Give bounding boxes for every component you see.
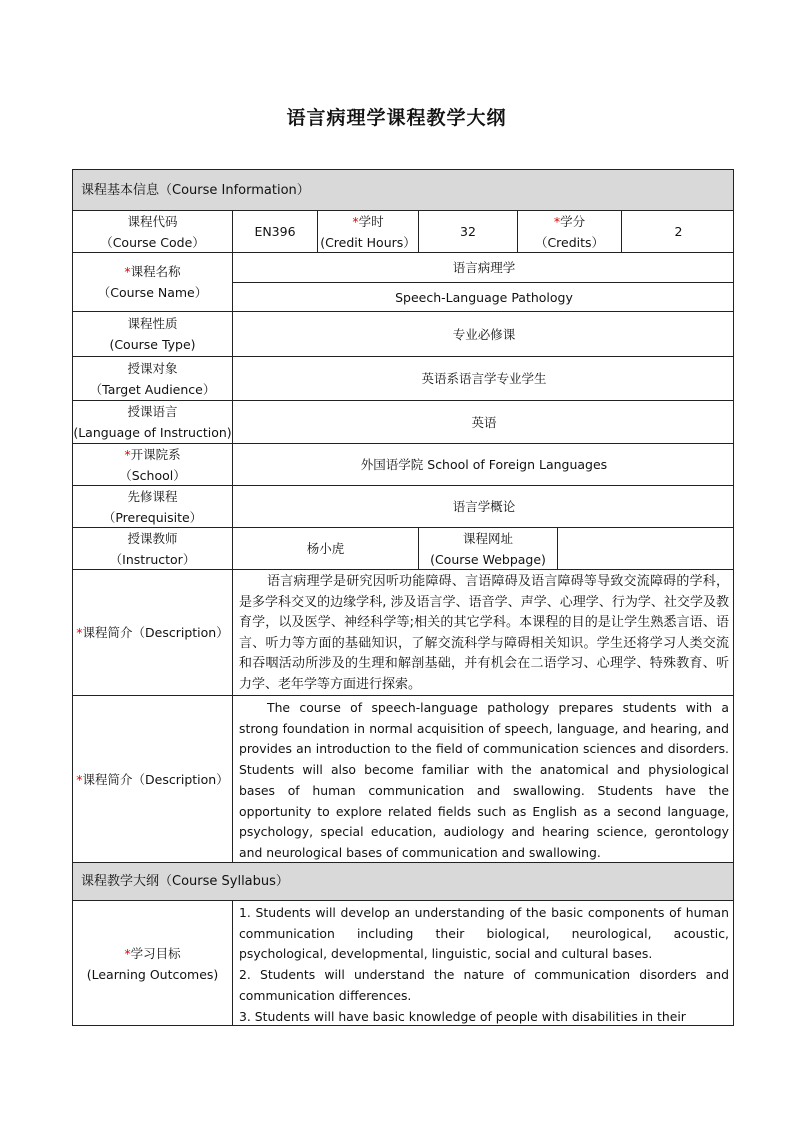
school-value: 外国语学院 School of Foreign Languages — [360, 457, 608, 472]
syllabus-table — [72, 169, 734, 1026]
credits-label-cell — [518, 211, 622, 253]
required-mark: * — [124, 264, 131, 279]
course-name-label-en: （Course Name） — [97, 285, 208, 300]
course-code-label-en: （Course Code） — [100, 234, 205, 250]
language-value: 英语 — [471, 414, 497, 430]
page-title: 语言病理学课程教学大纲 — [286, 107, 507, 129]
description-en-text: The course of speech-language pathology prepares students with a strong foundation in normal acquisition of speech, language, and hearing, and provides an introduction to the field of communication sciences and disorders. Students will also become familiar with the anatomical and physiological bases of human communication and swallowing. Students have the opportunity to explore related fields such as English as a second language, psychology, special education, audiology and hearing science, gerontology and neurological bases of communication and swallowing. — [239, 700, 729, 860]
credits-value-cell — [622, 211, 734, 253]
webpage-label-en: (Course Webpage) — [430, 551, 546, 567]
course-name-en: Speech-Language Pathology — [395, 289, 573, 305]
credits-label-en: （Credits） — [534, 234, 605, 250]
required-mark: * — [553, 213, 561, 229]
course-name-en-cell — [233, 283, 734, 312]
credits-label-zh: 学分 — [560, 213, 586, 229]
section-course-syllabus-label: 课程教学大纲（Course Syllabus） — [81, 874, 289, 889]
learning-outcome-item: 3. Students will have basic knowledge of people with disabilities in their — [239, 1008, 686, 1024]
target-audience-label-zh: 授课对象 — [127, 360, 178, 376]
description-zh-text-cell — [233, 570, 734, 696]
school-value-cell — [233, 444, 734, 486]
prerequisite-value: 语言学概论 — [452, 499, 516, 514]
description-zh-label-cell — [73, 570, 233, 696]
description-en-label-cell — [73, 696, 233, 863]
credit-hours-value: 32 — [460, 224, 476, 239]
section-course-information — [73, 170, 734, 211]
language-label-en: (Language of Instruction) — [73, 425, 232, 440]
course-type-label-en: (Course Type) — [109, 337, 196, 352]
course-code-value: EN396 — [254, 224, 296, 239]
prerequisite-label-cell — [73, 486, 233, 528]
prerequisite-label-zh: 先修课程 — [127, 488, 178, 504]
credit-hours-value-cell — [419, 211, 518, 253]
language-label-zh: 授课语言 — [127, 404, 178, 419]
description-en-text-cell — [233, 696, 734, 863]
target-audience-value: 英语系语言学专业学生 — [421, 371, 547, 386]
credit-hours-label-en: (Credit Hours） — [320, 234, 416, 250]
section-course-information-label: 课程基本信息（Course Information） — [81, 182, 310, 198]
instructor-label-en: （Instructor） — [109, 551, 196, 567]
school-label-en: （School） — [119, 467, 186, 483]
required-mark: * — [76, 771, 83, 787]
learning-outcome-item: 2. Students will understand the nature of communication disorders and communication differences. — [239, 967, 729, 1003]
learning-outcomes-text-cell — [233, 901, 734, 1026]
target-audience-label-cell — [73, 357, 233, 401]
prerequisite-label-en: （Prerequisite） — [102, 509, 203, 525]
course-name-label-cell — [73, 253, 233, 312]
course-code-label-zh: 课程代码 — [127, 213, 178, 229]
course-code-value-cell — [233, 211, 318, 253]
school-label-cell — [73, 444, 233, 486]
prerequisite-value-cell — [233, 486, 734, 528]
learning-outcome-item: 1. Students will develop an understanding of the basic components of human communication including their biological, neurological, acoustic, psychological, developmental, linguistic, social and cultural bases. — [239, 905, 729, 962]
course-type-label-zh: 课程性质 — [127, 316, 178, 331]
required-mark: * — [124, 446, 131, 462]
course-name-zh-cell — [233, 253, 734, 283]
instructor-label-zh: 授课教师 — [127, 530, 178, 546]
credits-value: 2 — [674, 224, 683, 239]
learning-outcomes-label-en: (Learning Outcomes) — [86, 967, 219, 982]
instructor-value: 杨小虎 — [306, 541, 345, 556]
target-audience-value-cell — [233, 357, 734, 401]
webpage-label-zh: 课程网址 — [462, 530, 513, 546]
course-type-value: 专业必修课 — [452, 326, 516, 342]
required-mark: * — [124, 946, 131, 961]
required-mark: * — [76, 625, 83, 640]
language-label-cell — [73, 401, 233, 444]
course-code-label-cell — [73, 211, 233, 253]
description-en-label: 课程简介（Description） — [82, 771, 229, 787]
course-name-label-zh: 课程名称 — [130, 264, 181, 279]
section-course-syllabus — [73, 863, 734, 901]
description-zh-text: 语言病理学是研究因听功能障碍、言语障碍及语言障碍等导致交流障碍的学科，是多学科交叉的边缘学科, 涉及语言学、语音学、声学、心理学、行为学、社交学及教育学，以及医学、神经科学等;相关的其它学科。本课程的目的是让学生熟悉言语、语言、听力等方面的基础知识，了解交流科学与障碍相关知识。学生还将学习人类交流和吞咽活动所涉及的生理和解剖基础，并有机会在二语学习、心理学、特殊教育、听力学、老年学等方面进行探索。 — [239, 574, 729, 692]
school-label-zh: 开课院系 — [130, 446, 181, 462]
course-type-label-cell — [73, 312, 233, 357]
webpage-value-cell — [558, 528, 734, 570]
credit-hours-label-zh: 学时 — [358, 213, 384, 229]
target-audience-label-en: （Target Audience） — [89, 381, 216, 397]
credit-hours-label-cell — [318, 211, 419, 253]
learning-outcomes-label-cell — [73, 901, 233, 1026]
instructor-label-cell — [73, 528, 233, 570]
course-name-zh: 语言病理学 — [452, 260, 516, 275]
webpage-label-cell — [419, 528, 558, 570]
course-type-value-cell — [233, 312, 734, 357]
learning-outcomes-label-zh: 学习目标 — [130, 946, 181, 961]
language-value-cell — [233, 401, 734, 444]
instructor-value-cell — [233, 528, 419, 570]
description-zh-label: 课程简介（Description） — [82, 625, 229, 640]
required-mark: * — [352, 213, 359, 229]
